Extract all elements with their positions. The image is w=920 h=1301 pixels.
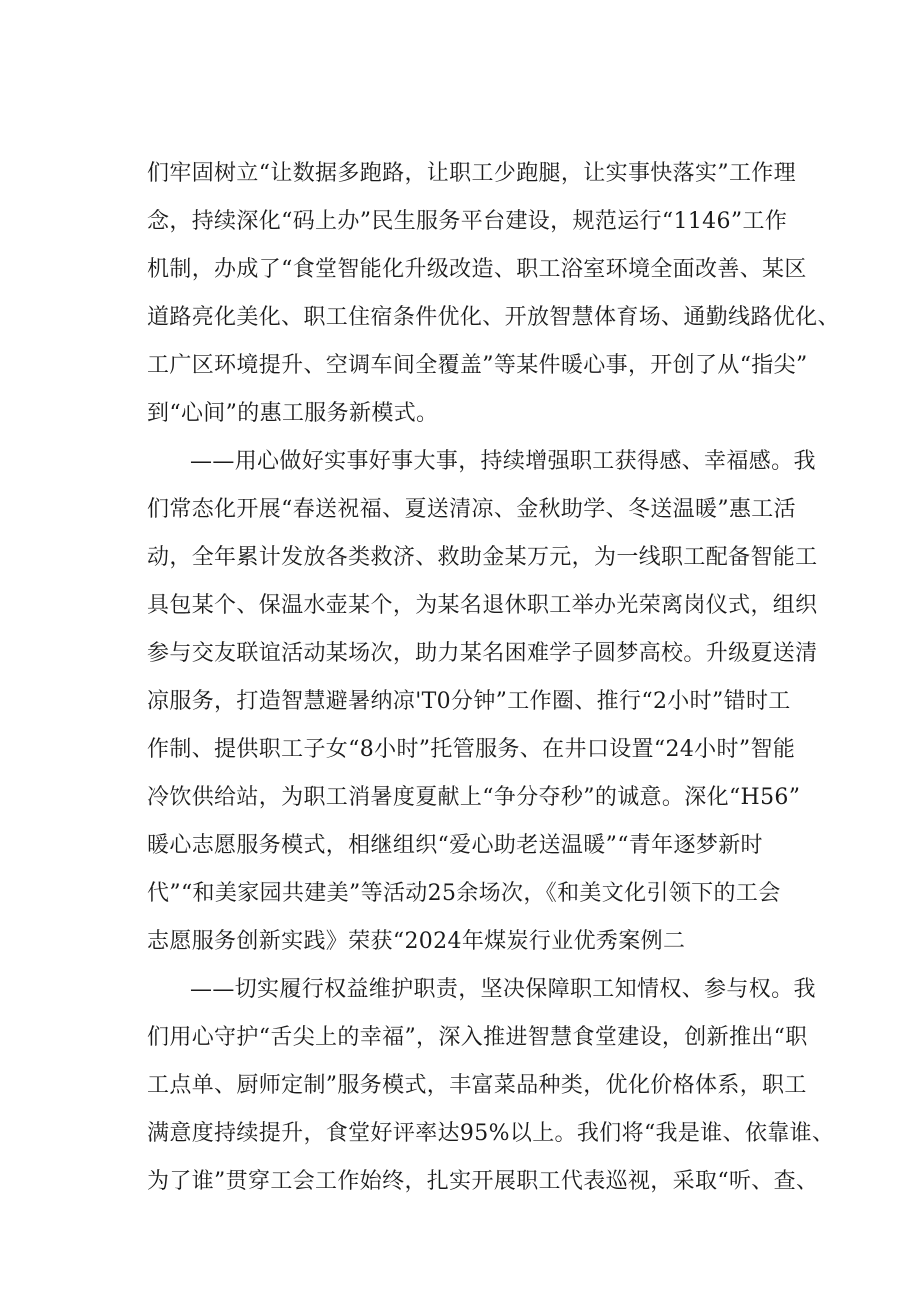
text-line: 冷饮供给站，为职工消暑度夏献上“争分夺秒”的诚意。深化“H56” bbox=[147, 785, 801, 810]
text-line: 工广区环境提升、空调车间全覆盖”等某件暖心事，开创了从“指尖” bbox=[147, 353, 808, 378]
text-line: 们用心守护“舌尖上的幸福”，深入推进智慧食堂建设，创新推出“职 bbox=[147, 1025, 808, 1050]
text-line: 到“心间”的惠工服务新模式。 bbox=[147, 401, 439, 426]
paragraph-first-line: ——切实履行权益维护职责，坚决保障职工知情权、参与权。我 bbox=[190, 977, 816, 1002]
text-line: 道路亮化美化、职工住宿条件优化、开放智慧体育场、通勤线路优化、 bbox=[147, 305, 840, 330]
text-line: 暖心志愿服务模式，相继组织“爱心助老送温暖”“青年逐梦新时 bbox=[147, 833, 763, 858]
text-line: 为了谁”贯穿工会工作始终，扎实开展职工代表巡视，采取“听、查、 bbox=[147, 1169, 819, 1194]
text-line: 工点单、厨师定制”服务模式，丰富菜品种类，优化价格体系，职工 bbox=[147, 1073, 807, 1098]
text-line: 机制，办成了“食堂智能化升级改造、职工浴室环境全面改善、某区 bbox=[147, 257, 807, 282]
text-line: 动，全年累计发放各类救济、救助金某万元，为一线职工配备智能工 bbox=[147, 545, 818, 570]
text-line: 凉服务，打造智慧避暑纳凉'T0分钟”工作圈、推行“2小时”错时工 bbox=[147, 689, 791, 714]
paragraph-first-line: ——用心做好实事好事大事，持续增强职工获得感、幸福感。我 bbox=[190, 449, 816, 474]
text-line: 满意度持续提升，食堂好评率达95%以上。我们将“我是谁、依靠谁、 bbox=[147, 1121, 835, 1146]
text-line: 们牢固树立“让数据多跑路，让职工少跑腿，让实事快落实”工作理 bbox=[147, 161, 796, 186]
text-line: 们常态化开展“春送祝福、夏送清凉、金秋助学、冬送温暖”惠工活 bbox=[147, 497, 796, 522]
text-line: 志愿服务创新实践》荣获“2024年煤炭行业优秀案例二 bbox=[147, 929, 686, 954]
text-line: 参与交友联谊活动某场次，助力某名困难学子圆梦高校。升级夏送清 bbox=[147, 641, 818, 666]
text-line: 作制、提供职工子女“8小时”托管服务、在井口设置“24小时”智能 bbox=[147, 737, 796, 762]
text-line: 具包某个、保温水壶某个，为某名退休职工举办光荣离岗仪式，组织 bbox=[147, 593, 818, 618]
text-line: 念，持续深化“码上办”民生服务平台建设，规范运行“1146”工作 bbox=[147, 209, 788, 234]
text-line: 代”“和美家园共建美”等活动25余场次，《和美文化引领下的工会 bbox=[147, 881, 781, 906]
